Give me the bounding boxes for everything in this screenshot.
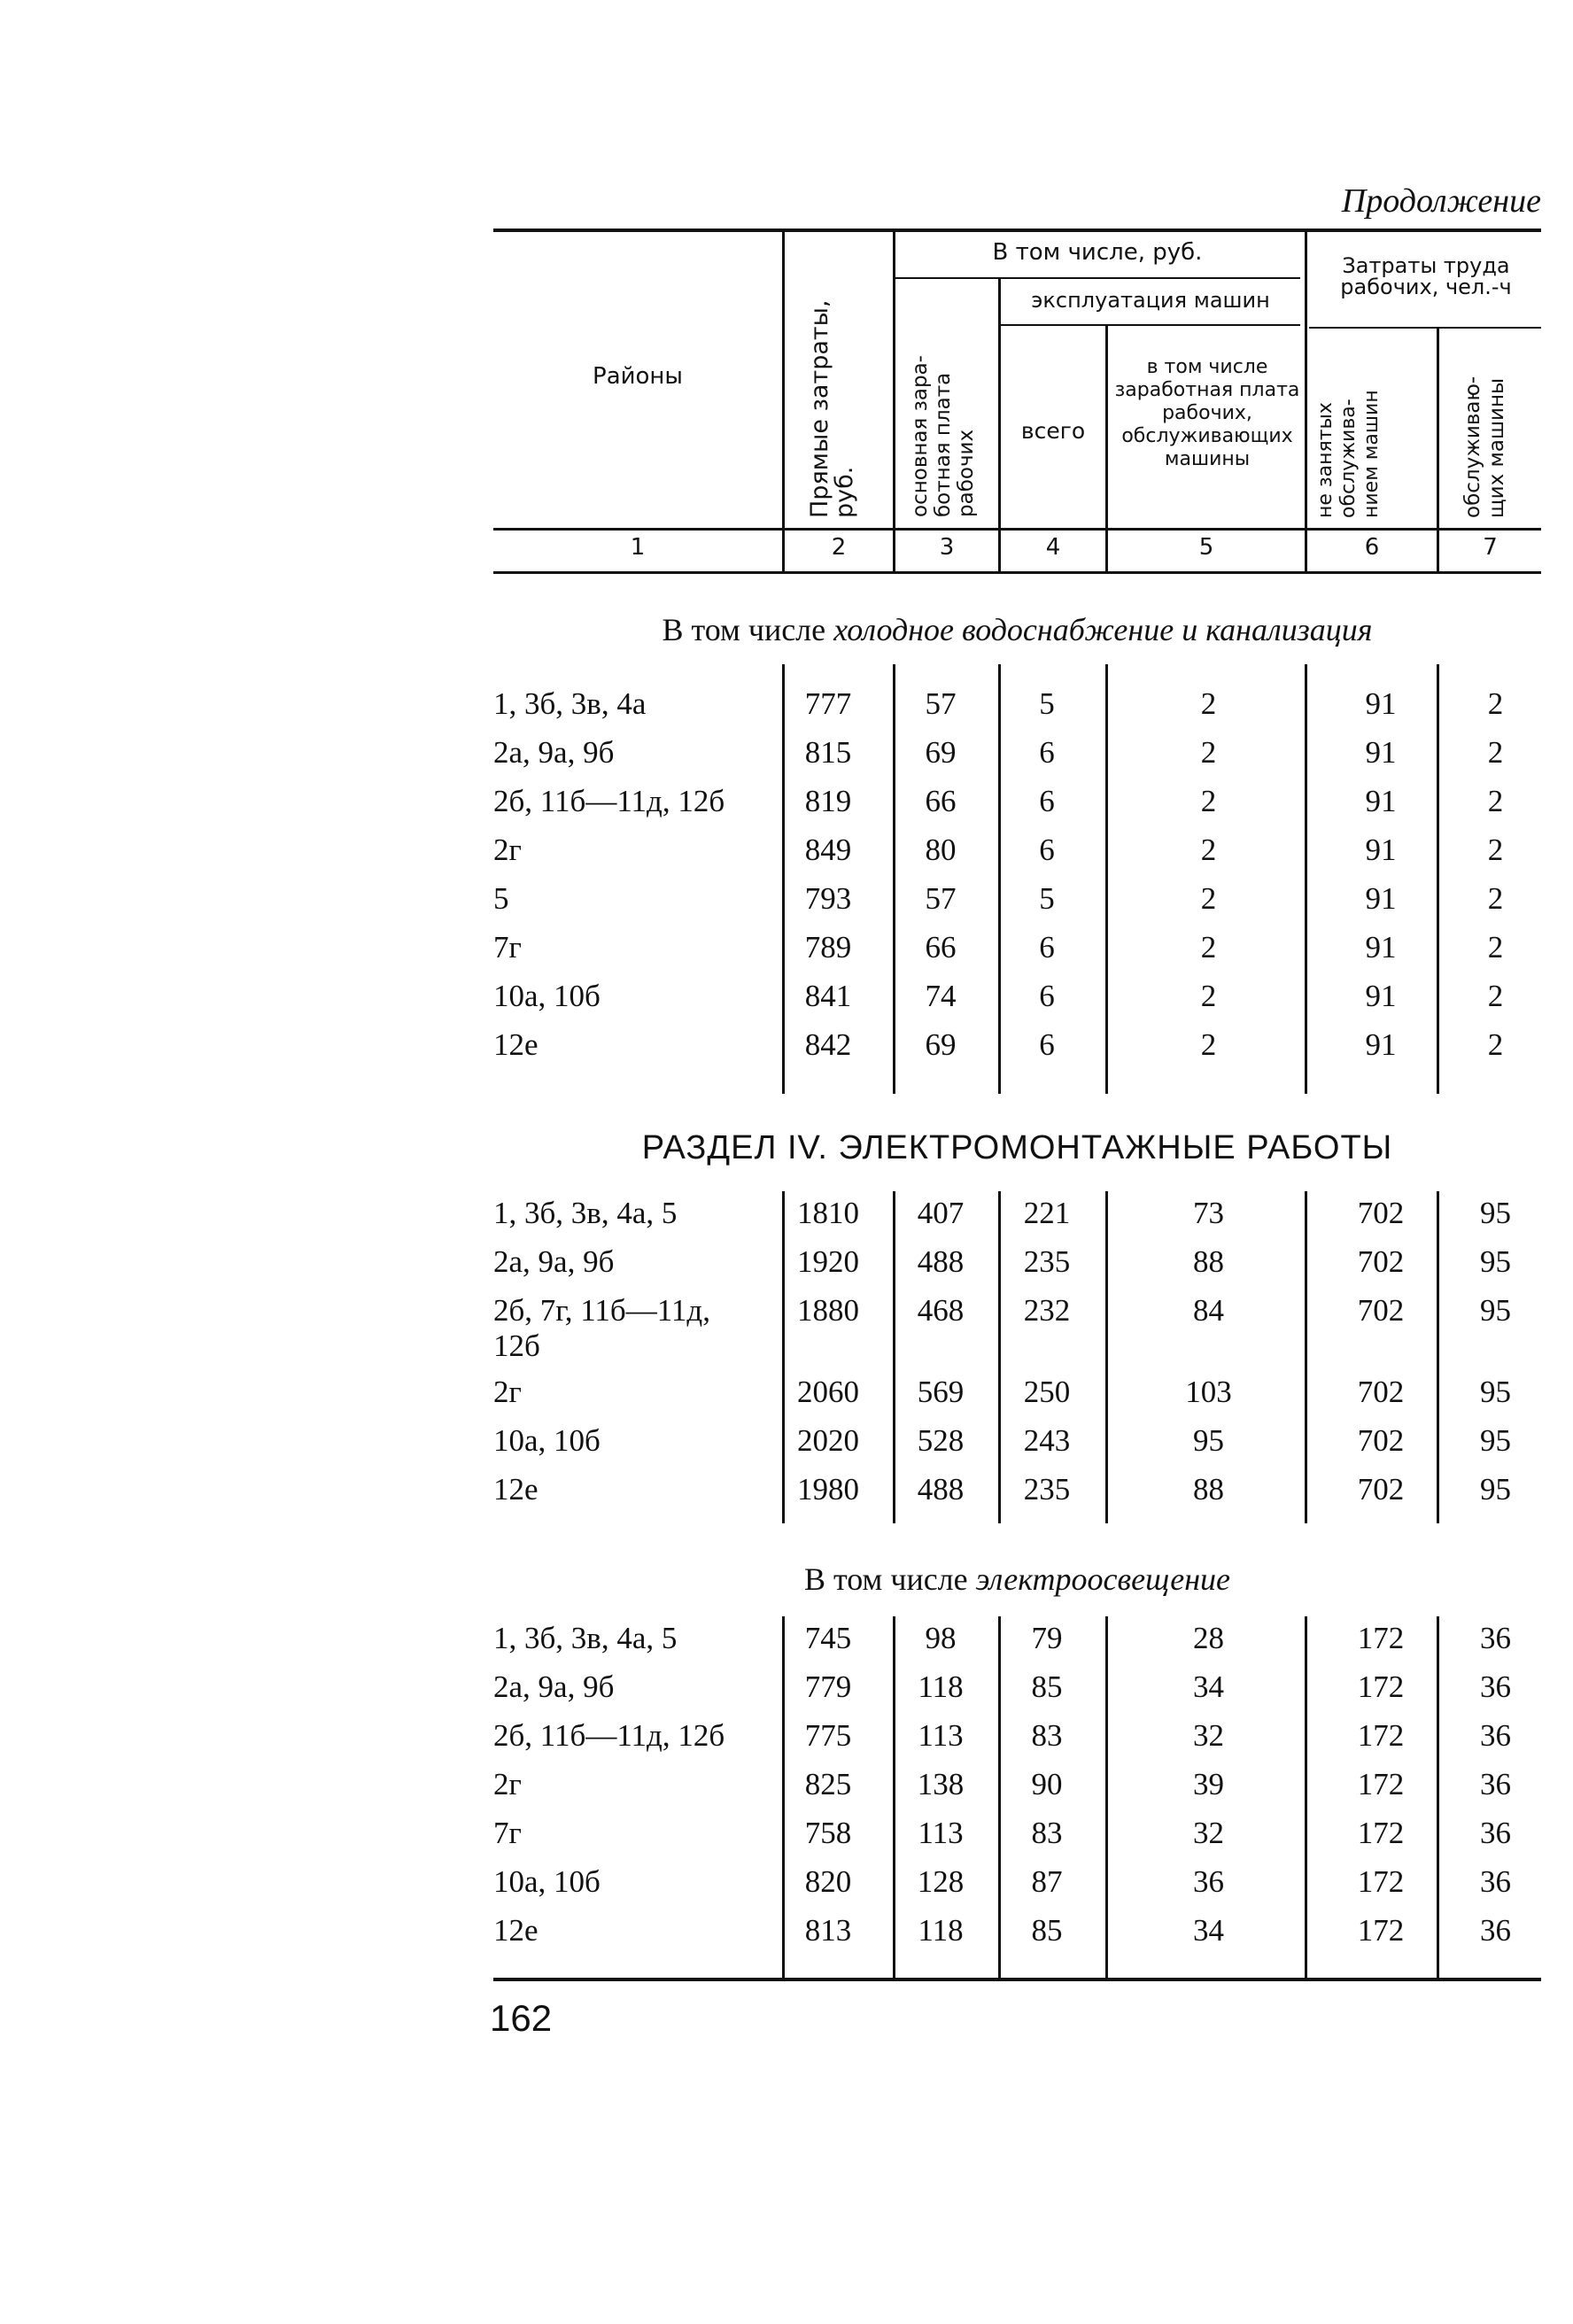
value-cell: 95 (1480, 1244, 1511, 1279)
region-cell: 7г (493, 1816, 522, 1850)
value-cell: 407 (917, 1196, 965, 1230)
table-row (493, 1718, 1541, 1767)
value-cell: 66 (925, 784, 957, 818)
header-vline-2 (893, 232, 895, 573)
column-number: 5 (1198, 534, 1214, 561)
table-row (493, 735, 1541, 784)
section-title-plain: РАЗДЕЛ IV. ЭЛЕКТРОМОНТАЖНЫЕ РАБОТЫ (641, 1129, 1393, 1166)
table-row (493, 833, 1541, 881)
value-cell: 98 (925, 1621, 957, 1655)
value-cell: 91 (1365, 735, 1397, 770)
region-cell: 2г (493, 1375, 522, 1409)
table-row (493, 1293, 1541, 1373)
column-number: 4 (1045, 534, 1061, 561)
value-cell: 825 (804, 1767, 852, 1801)
value-cell: 6 (1039, 735, 1055, 770)
value-cell: 702 (1357, 1293, 1405, 1328)
table-row (493, 1423, 1541, 1472)
table-row (493, 1375, 1541, 1423)
value-cell: 172 (1357, 1718, 1405, 1753)
table-top-rule (493, 229, 1541, 232)
value-cell: 91 (1365, 686, 1397, 721)
header-vline-1 (782, 232, 785, 573)
value-cell: 66 (925, 930, 957, 964)
table-row (493, 979, 1541, 1027)
region-cell: 2а, 9а, 9б (493, 735, 615, 770)
column-number: 7 (1483, 534, 1498, 561)
value-cell: 6 (1039, 979, 1055, 1013)
value-cell: 235 (1023, 1472, 1071, 1507)
value-cell: 88 (1193, 1244, 1224, 1279)
region-cell: 10а, 10б (493, 979, 601, 1013)
value-cell: 91 (1365, 1027, 1397, 1062)
labor-group-rule (1309, 327, 1541, 329)
value-cell: 69 (925, 1027, 957, 1062)
value-cell: 118 (918, 1913, 964, 1948)
value-cell: 1920 (797, 1244, 859, 1279)
column-number: 1 (630, 534, 646, 561)
value-cell: 6 (1039, 784, 1055, 818)
value-cell: 815 (804, 735, 852, 770)
value-cell: 488 (917, 1472, 965, 1507)
value-cell: 74 (925, 979, 957, 1013)
section-title-italic: холодное водоснабжение и канализация (833, 612, 1373, 647)
value-cell: 85 (1031, 1913, 1063, 1948)
table-row (493, 1027, 1541, 1076)
value-cell: 87 (1031, 1864, 1063, 1899)
value-cell: 95 (1480, 1472, 1511, 1507)
value-cell: 2 (1487, 979, 1504, 1013)
region-cell: 2а, 9а, 9б (493, 1669, 615, 1704)
value-cell: 232 (1023, 1293, 1071, 1328)
table-row (493, 1767, 1541, 1816)
section-title-electrical (493, 1129, 1541, 1167)
value-cell: 57 (925, 881, 957, 916)
value-cell: 85 (1031, 1669, 1063, 1704)
value-cell: 2 (1200, 686, 1217, 721)
value-cell: 2 (1200, 979, 1217, 1013)
value-cell: 69 (925, 735, 957, 770)
value-cell: 28 (1193, 1621, 1224, 1655)
value-cell: 172 (1357, 1913, 1405, 1948)
value-cell: 32 (1193, 1718, 1224, 1753)
value-cell: 2 (1200, 735, 1217, 770)
column-number: 2 (831, 534, 847, 561)
value-cell: 6 (1039, 833, 1055, 867)
value-cell: 172 (1357, 1621, 1405, 1655)
value-cell: 849 (804, 833, 852, 867)
value-cell: 775 (804, 1718, 852, 1753)
value-cell: 128 (917, 1864, 965, 1899)
value-cell: 95 (1480, 1293, 1511, 1328)
value-cell: 5 (1039, 881, 1055, 916)
value-cell: 83 (1031, 1816, 1063, 1850)
value-cell: 569 (917, 1375, 965, 1409)
value-cell: 842 (804, 1027, 852, 1062)
table-row (493, 1669, 1541, 1718)
value-cell: 702 (1357, 1196, 1405, 1230)
header-group-rub: В том числе, руб. (992, 239, 1203, 266)
value-cell: 95 (1480, 1375, 1511, 1409)
header-group-labor: Затраты труда рабочих, чел.-ч (1340, 253, 1512, 299)
value-cell: 1810 (797, 1196, 859, 1230)
value-cell: 83 (1031, 1718, 1063, 1753)
value-cell: 2 (1200, 881, 1217, 916)
region-cell: 10а, 10б (493, 1423, 601, 1458)
value-cell: 758 (804, 1816, 852, 1850)
value-cell: 528 (917, 1423, 965, 1458)
value-cell: 91 (1365, 881, 1397, 916)
region-cell: 12е (493, 1472, 539, 1507)
value-cell: 91 (1365, 784, 1397, 818)
value-cell: 777 (804, 686, 852, 721)
header-bottom-rule (493, 528, 1541, 531)
column-numbers-rule (493, 571, 1541, 574)
value-cell: 2 (1200, 833, 1217, 867)
value-cell: 2 (1200, 930, 1217, 964)
value-cell: 779 (804, 1669, 852, 1704)
value-cell: 488 (917, 1244, 965, 1279)
value-cell: 73 (1193, 1196, 1224, 1230)
value-cell: 789 (804, 930, 852, 964)
value-cell: 1880 (797, 1293, 859, 1328)
continuation-label: Продолжение (1341, 182, 1541, 220)
value-cell: 819 (804, 784, 852, 818)
table-row (493, 1864, 1541, 1913)
value-cell: 80 (925, 833, 957, 867)
value-cell: 118 (918, 1669, 964, 1704)
region-cell: 2б, 11б—11д, 12б (493, 1718, 725, 1753)
value-cell: 32 (1193, 1816, 1224, 1850)
value-cell: 95 (1480, 1196, 1511, 1230)
value-cell: 88 (1193, 1472, 1224, 1507)
value-cell: 84 (1193, 1293, 1224, 1328)
table-row (493, 686, 1541, 735)
region-cell: 2б, 7г, 11б—11д, 12б (493, 1293, 710, 1363)
table-row (493, 1913, 1541, 1962)
value-cell: 34 (1193, 1913, 1224, 1948)
table-row (493, 1472, 1541, 1521)
header-vline-5 (1305, 232, 1307, 573)
value-cell: 36 (1480, 1864, 1511, 1899)
table-bottom-rule (493, 1978, 1541, 1981)
value-cell: 34 (1193, 1669, 1224, 1704)
table-row (493, 784, 1541, 833)
value-cell: 2 (1487, 833, 1504, 867)
value-cell: 2 (1487, 735, 1504, 770)
value-cell: 79 (1031, 1621, 1063, 1655)
section-title-cold-water (493, 611, 1541, 648)
region-cell: 7г (493, 930, 522, 964)
value-cell: 6 (1039, 930, 1055, 964)
region-cell: 1, 3б, 3в, 4а, 5 (493, 1196, 678, 1230)
value-cell: 57 (925, 686, 957, 721)
header-labor-not-machines: не занятых обслужива- нием машин (1314, 390, 1383, 518)
header-group-machines: эксплуатация машин (1031, 288, 1270, 313)
value-cell: 250 (1023, 1375, 1071, 1409)
header-labor-machines: обслуживаю- щих машины (1461, 376, 1508, 518)
value-cell: 813 (804, 1913, 852, 1948)
value-cell: 2 (1487, 784, 1504, 818)
header-machines-wage: в том числе заработная плата рабочих, обслуживающих машины (1114, 356, 1300, 470)
value-cell: 2 (1487, 881, 1504, 916)
value-cell: 113 (918, 1816, 964, 1850)
value-cell: 2 (1487, 1027, 1504, 1062)
section-title-lighting (493, 1561, 1541, 1598)
page-number: 162 (490, 1997, 553, 2039)
header-base-wage: основная зара- ботная плата рабочих (909, 355, 978, 517)
table-row (493, 1621, 1541, 1669)
value-cell: 235 (1023, 1244, 1071, 1279)
value-cell: 95 (1193, 1423, 1224, 1458)
value-cell: 172 (1357, 1669, 1405, 1704)
value-cell: 36 (1480, 1913, 1511, 1948)
section-title-plain: В том числе (662, 612, 834, 647)
value-cell: 36 (1480, 1669, 1511, 1704)
column-number: 3 (939, 534, 955, 561)
region-cell: 2б, 11б—11д, 12б (493, 784, 725, 818)
header-regions: Районы (593, 363, 683, 390)
value-cell: 36 (1480, 1718, 1511, 1753)
value-cell: 138 (917, 1767, 965, 1801)
header-direct-costs: Прямые затраты, руб. (806, 299, 858, 518)
value-cell: 91 (1365, 833, 1397, 867)
value-cell: 2060 (797, 1375, 859, 1409)
header-machines-total: всего (1020, 418, 1086, 444)
machines-group-rule (999, 324, 1300, 326)
table-row (493, 1196, 1541, 1244)
value-cell: 820 (804, 1864, 852, 1899)
value-cell: 841 (804, 979, 852, 1013)
value-cell: 91 (1365, 979, 1397, 1013)
value-cell: 103 (1185, 1375, 1232, 1409)
value-cell: 2 (1487, 930, 1504, 964)
value-cell: 468 (917, 1293, 965, 1328)
region-cell: 2г (493, 833, 522, 867)
region-cell: 2а, 9а, 9б (493, 1244, 615, 1279)
section-title-plain: В том числе (803, 1561, 976, 1597)
value-cell: 2 (1200, 784, 1217, 818)
table-row (493, 1244, 1541, 1293)
value-cell: 702 (1357, 1472, 1405, 1507)
rub-group-rule (895, 277, 1300, 279)
value-cell: 793 (804, 881, 852, 916)
value-cell: 91 (1365, 930, 1397, 964)
value-cell: 1980 (797, 1472, 859, 1507)
value-cell: 745 (804, 1621, 852, 1655)
region-cell: 1, 3б, 3в, 4а, 5 (493, 1621, 678, 1655)
value-cell: 702 (1357, 1244, 1405, 1279)
column-number: 6 (1364, 534, 1380, 561)
value-cell: 2 (1487, 686, 1504, 721)
value-cell: 95 (1480, 1423, 1511, 1458)
region-cell: 5 (493, 881, 509, 916)
value-cell: 6 (1039, 1027, 1055, 1062)
section-title-italic: электроосвещение (975, 1561, 1231, 1597)
region-cell: 1, 3б, 3в, 4а (493, 686, 647, 721)
value-cell: 221 (1023, 1196, 1071, 1230)
table-row (493, 881, 1541, 930)
value-cell: 36 (1480, 1816, 1511, 1850)
value-cell: 702 (1357, 1423, 1405, 1458)
value-cell: 113 (918, 1718, 964, 1753)
value-cell: 172 (1357, 1767, 1405, 1801)
value-cell: 90 (1031, 1767, 1063, 1801)
value-cell: 39 (1193, 1767, 1224, 1801)
value-cell: 36 (1480, 1621, 1511, 1655)
table-row (493, 1816, 1541, 1864)
value-cell: 36 (1193, 1864, 1224, 1899)
region-cell: 2г (493, 1767, 522, 1801)
region-cell: 10а, 10б (493, 1864, 601, 1899)
region-cell: 12е (493, 1913, 539, 1948)
value-cell: 36 (1480, 1767, 1511, 1801)
value-cell: 2 (1200, 1027, 1217, 1062)
value-cell: 172 (1357, 1816, 1405, 1850)
value-cell: 702 (1357, 1375, 1405, 1409)
region-cell: 12е (493, 1027, 539, 1062)
value-cell: 243 (1023, 1423, 1071, 1458)
value-cell: 172 (1357, 1864, 1405, 1899)
value-cell: 2020 (797, 1423, 859, 1458)
table-row (493, 930, 1541, 979)
value-cell: 5 (1039, 686, 1055, 721)
